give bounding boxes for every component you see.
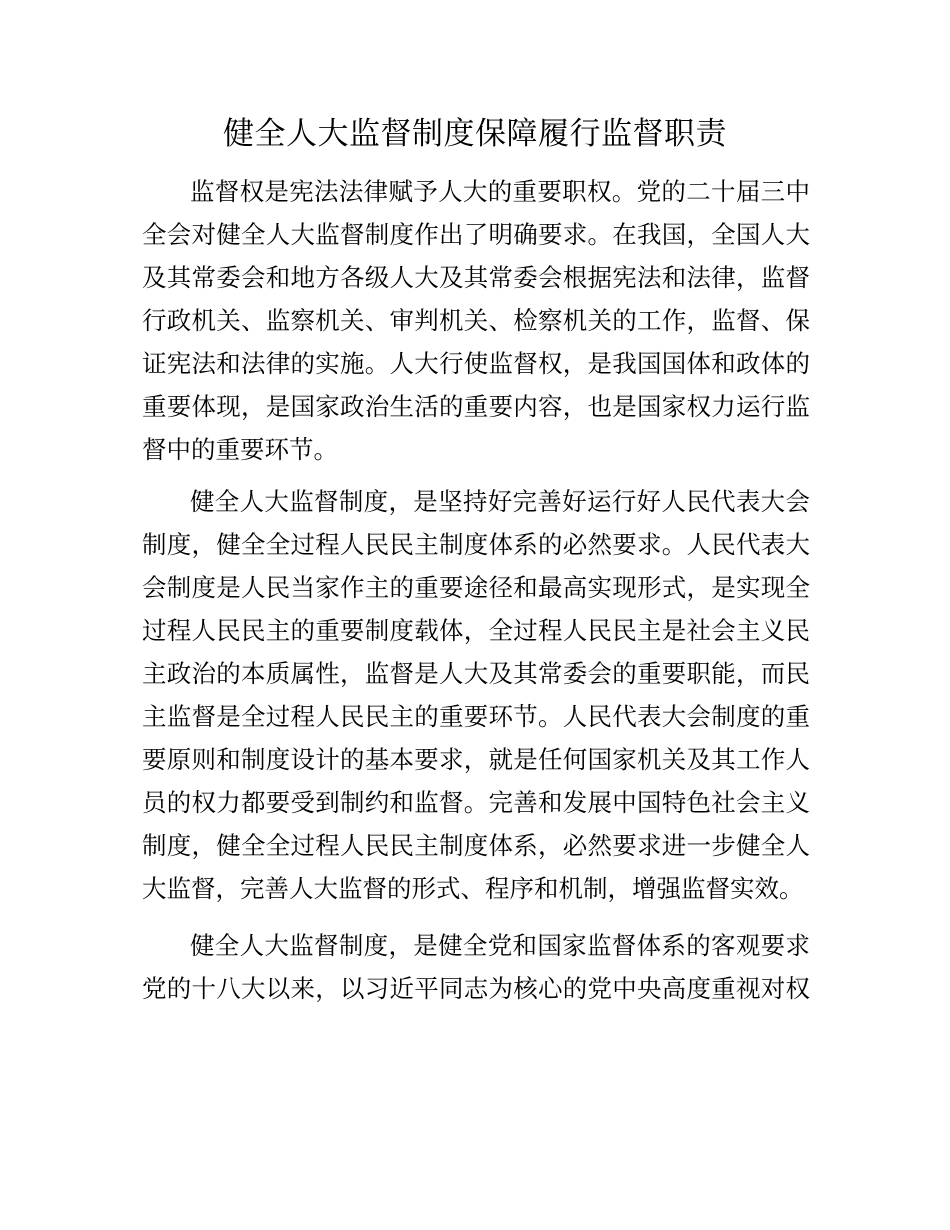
document-title: 健全人大监督制度保障履行监督职责 — [223, 116, 727, 152]
paragraph-1-line-3: 及其常委会和地方各级人大及其常委会根据宪法和法律，监督 — [142, 263, 810, 292]
paragraph-2-line-6: 主监督是全过程人民民主的重要环节。人民代表大会制度的重 — [142, 702, 810, 731]
paragraph-2-line-10: 大监督，完善人大监督的形式、程序和机制，增强监督实效。 — [142, 874, 804, 903]
paragraph-1-line-4: 行政机关、监察机关、审判机关、检察机关的工作，监督、保 — [142, 306, 810, 335]
paragraph-2-line-5: 主政治的本质属性，监督是人大及其常委会的重要职能，而民 — [142, 659, 810, 688]
paragraph-2-line-4: 过程人民民主的重要制度载体，全过程人民民主是社会主义民 — [142, 616, 810, 645]
paragraph-2-line-9: 制度，健全全过程人民民主制度体系，必然要求进一步健全人 — [142, 831, 810, 860]
paragraph-1-line-2: 全会对健全人大监督制度作出了明确要求。在我国，全国人大 — [142, 220, 810, 249]
paragraph-1-line-7: 督中的重要环节。 — [142, 435, 338, 464]
paragraph-2-line-3: 会制度是人民当家作主的重要途径和最高实现形式，是实现全 — [142, 573, 810, 602]
paragraph-1-line-1: 监督权是宪法法律赋予人大的重要职权。党的二十届三中 — [190, 177, 810, 206]
paragraph-1-line-5: 证宪法和法律的实施。人大行使监督权，是我国国体和政体的 — [142, 349, 810, 378]
paragraph-2-line-2: 制度，健全全过程人民民主制度体系的必然要求。人民代表大 — [142, 530, 810, 559]
paragraph-3-line-2: 党的十八大以来，以习近平同志为核心的党中央高度重视对权 — [142, 974, 810, 1003]
paragraph-2-line-1: 健全人大监督制度，是坚持好完善好运行好人民代表大会 — [190, 487, 810, 516]
paragraph-2-line-7: 要原则和制度设计的基本要求，就是任何国家机关及其工作人 — [142, 745, 810, 774]
paragraph-1-line-6: 重要体现，是国家政治生活的重要内容，也是国家权力运行监 — [142, 392, 810, 421]
paragraph-2-line-8: 员的权力都要受到制约和监督。完善和发展中国特色社会主义 — [142, 788, 810, 817]
paragraph-3-line-1: 健全人大监督制度，是健全党和国家监督体系的客观要求 — [190, 931, 810, 960]
